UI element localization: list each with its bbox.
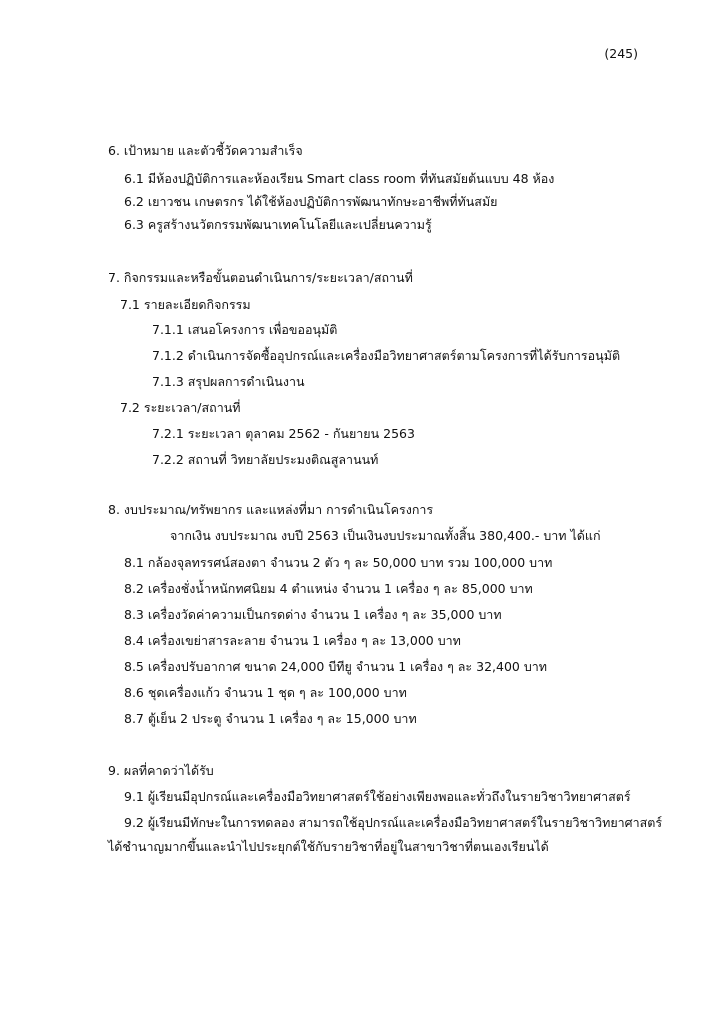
section-8-item-7: 8.7 ตู้เย็น 2 ประตู จำนวน 1 เครื่อง ๆ ละ 15,000 บาท [124,711,417,726]
section-8-item-4: 8.4 เครื่องเขย่าสารละลาย จำนวน 1 เครื่อง ๆ ละ 13,000 บาท [124,633,461,648]
section-8-item-5: 8.5 เครื่องปรับอากาศ ขนาด 24,000 บีทียู จำนวน 1 เครื่อง ๆ ละ 32,400 บาท [124,659,548,674]
section-8-intro: จากเงิน งบประมาณ งบปี 2563 เป็นเงินงบประมาณทั้งสิ้น 380,400.- บาท ได้แก่ [170,528,601,543]
section-9-item-1: 9.1 ผู้เรียนมีอุปกรณ์และเครื่องมือวิทยาศาสตร์ใช้อย่างเพียงพอและทั่วถึงในรายวิชาวิทยาศาสตร์ [124,789,631,804]
section-7-2-1: 7.2.1 ระยะเวลา ตุลาคม 2562 - กันยายน 2563 [152,426,415,441]
section-8-item-3: 8.3 เครื่องวัดค่าความเป็นกรดด่าง จำนวน 1 เครื่อง ๆ ละ 35,000 บาท [124,607,502,622]
page-number: (245) [604,46,638,61]
section-6-item-1: 6.1 มีห้องปฏิบัติการและห้องเรียน Smart class room ที่ทันสมัยต้นแบบ 48 ห้อง [124,171,555,186]
section-7-1-3: 7.1.3 สรุปผลการดำเนินงาน [152,374,305,389]
section-7-title: 7. กิจกรรมและหรือขั้นตอนดำเนินการ/ระยะเวลา/สถานที่ [108,270,413,285]
section-7-1-1: 7.1.1 เสนอโครงการ เพื่อขออนุมัติ [152,322,338,337]
section-9-item-2-line-1: 9.2 ผู้เรียนมีทักษะในการทดลอง สามารถใช้อุปกรณ์และเครื่องมือวิทยาศาสตร์ในรายวิชาวิทยาศาสตร์ [124,815,663,830]
section-8-item-6: 8.6 ชุดเครื่องแก้ว จำนวน 1 ชุด ๆ ละ 100,000 บาท [124,685,407,700]
section-6-item-3: 6.3 ครูสร้างนวัตกรรมพัฒนาเทคโนโลยีและเปลี่ยนความรู้ [124,217,432,232]
section-7-2-title: 7.2 ระยะเวลา/สถานที่ [120,400,241,415]
section-8-title: 8. งบประมาณ/ทรัพยากร และแหล่งที่มา การดำเนินโครงการ [108,502,434,517]
section-9-title: 9. ผลที่คาดว่าได้รับ [108,763,214,778]
section-7-1-2: 7.1.2 ดำเนินการจัดซื้ออุปกรณ์และเครื่องมือวิทยาศาสตร์ตามโครงการที่ได้รับการอนุมัติ [152,348,621,363]
section-7-2-2: 7.2.2 สถานที่ วิทยาลัยประมงติณสูลานนท์ [152,452,379,467]
section-8-item-2: 8.2 เครื่องชั่งน้ำหนักทศนิยม 4 ตำแหน่ง จำนวน 1 เครื่อง ๆ ละ 85,000 บาท [124,581,533,596]
section-6-title: 6. เป้าหมาย และตัวชี้วัดความสำเร็จ [108,143,303,158]
section-8-item-1: 8.1 กล้องจุลทรรศน์สองตา จำนวน 2 ตัว ๆ ละ 50,000 บาท รวม 100,000 บาท [124,555,553,570]
section-6-item-2: 6.2 เยาวชน เกษตรกร ได้ใช้ห้องปฏิบัติการพัฒนาทักษะอาชีพที่ทันสมัย [124,194,498,209]
section-9-item-2-line-2: ได้ชำนาญมากขึ้นและนำไปประยุกต์ใช้กับรายวิชาที่อยู่ในสาขาวิชาที่ตนเองเรียนได้ [108,839,549,854]
section-7-1-title: 7.1 รายละเอียดกิจกรรม [120,297,251,312]
